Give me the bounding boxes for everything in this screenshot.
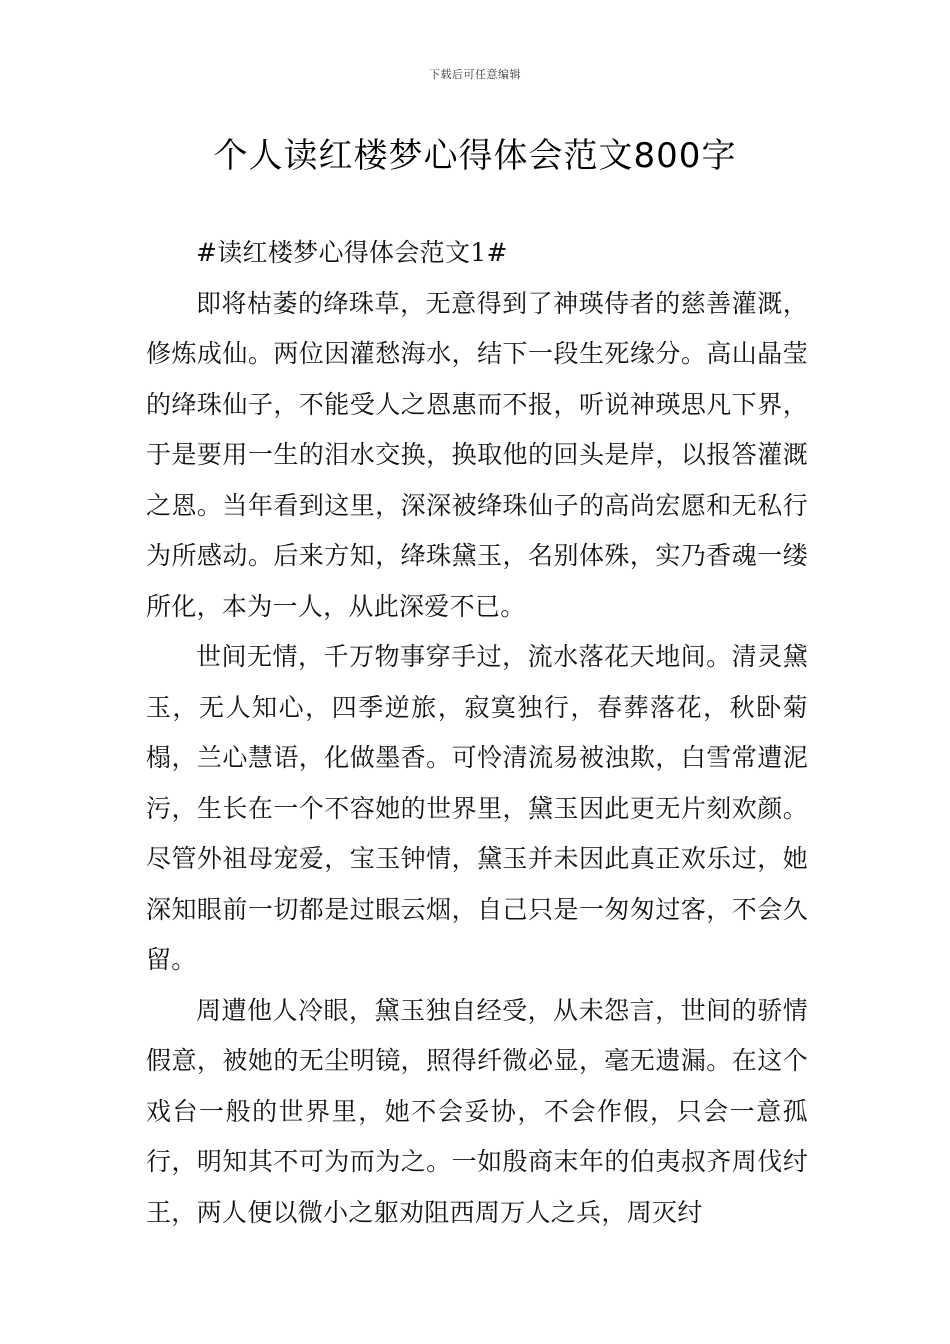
header-note: 下载后可任意编辑	[429, 68, 521, 81]
document-title: 个人读红楼梦心得体会范文800字	[213, 136, 737, 176]
paragraph: 世间无情，千万物事穿手过，流水落花天地间。清灵黛玉，无人知心，四季逆旅，寂寞独行，春葬落花，秋卧菊榻，兰心慧语，化做墨香。可怜清流易被浊欺，白雪常遭泥污，生长在一个不容她的世界里，黛玉因此更无片刻欢颜。尽管外祖母宠爱，宝玉钟情，黛玉并未因此真正欢乐过，她深知眼前一切都是过眼云烟，自己只是一匆匆过客，不会久留。	[146, 642, 808, 974]
section-heading: #读红楼梦心得体会范文1#	[196, 238, 508, 267]
paragraph: 即将枯萎的绛珠草，无意得到了神瑛侍者的慈善灌溉，修炼成仙。两位因灌愁海水，结下一段生死缘分。高山晶莹的绛珠仙子，不能受人之恩惠而不报，听说神瑛思凡下界，于是要用一生的泪水交换，换取他的回头是岸，以报答灌溉之恩。当年看到这里，深深被绛珠仙子的高尚宏愿和无私行为所感动。后来方知，绛珠黛玉，名别体殊，实乃香魂一缕所化，本为一人，从此深爱不已。	[146, 288, 808, 621]
paragraph: 周遭他人冷眼，黛玉独自经受，从未怨言，世间的骄情假意，被她的无尘明镜，照得纤微必显，毫无遗漏。在这个戏台一般的世界里，她不会妥协，不会作假，只会一意孤行，明知其不可为而为之。一如殷商末年的伯夷叔齐周伐纣王，两人便以微小之躯劝阻西周万人之兵，周灭纣	[146, 995, 808, 1227]
document-body	[146, 228, 808, 1238]
